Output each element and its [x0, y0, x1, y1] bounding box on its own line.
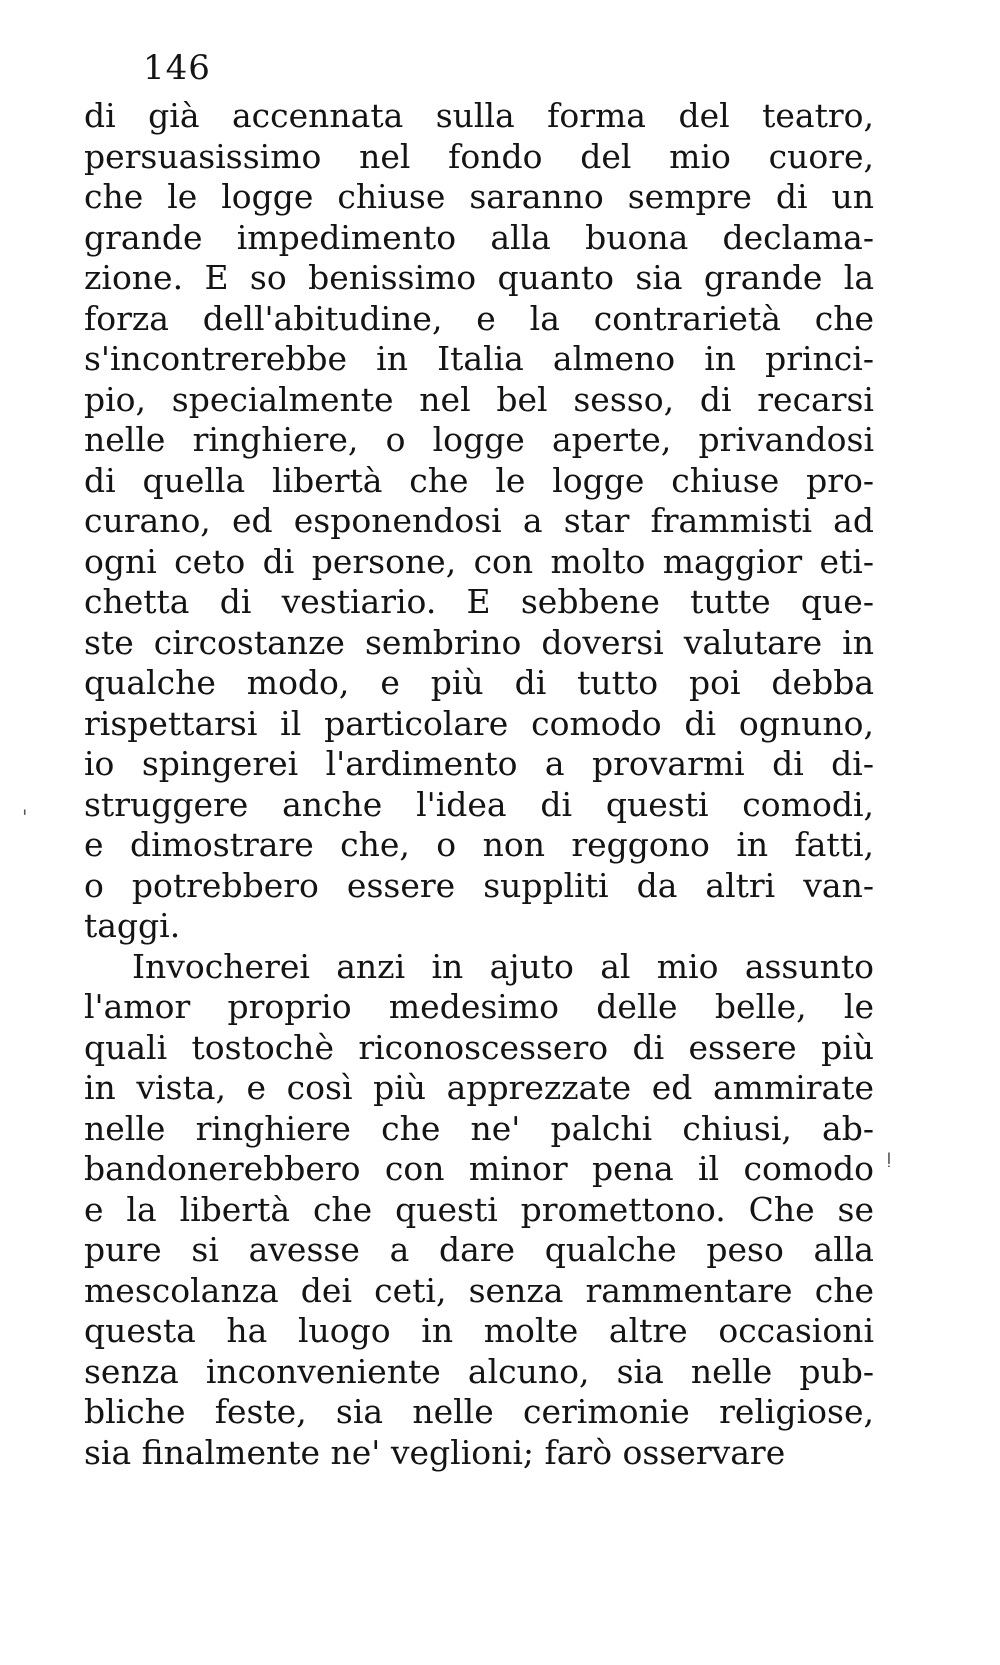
text-line: curano, ed esponendosi a star frammisti ad [84, 501, 874, 540]
text-line: bliche feste, sia nelle cerimonie religiose, [84, 1392, 874, 1431]
text-line: che le logge chiuse saranno sempre di un [84, 177, 874, 216]
text-line: ogni ceto di persone, con molto maggior eti- [84, 541, 874, 581]
body-text [84, 96, 874, 1473]
text-line: io spingerei l'ardimento a provarmi di di- [84, 744, 874, 783]
text-line: rispettarsi il particolare comodo di ognuno, [84, 703, 874, 743]
text-line: quali tostochè riconoscessero di essere più [84, 1027, 874, 1067]
text-line: e la libertà che questi promettono. Che se [84, 1189, 874, 1229]
text-line: ste circostanze sembrino doversi valutare in [84, 622, 874, 662]
text-line: nelle ringhiere che ne' palchi chiusi, ab- [84, 1108, 874, 1148]
text-line: grande impedimento alla buona declama- [84, 217, 874, 257]
text-line: persuasissimo nel fondo del mio cuore, [84, 136, 874, 176]
page-number: 146 [143, 48, 211, 88]
text-line: pio, specialmente nel bel sesso, di recarsi [84, 379, 874, 419]
text-line: nelle ringhiere, o logge aperte, privandosi [84, 420, 874, 459]
text-line: questa ha luogo in molte altre occasioni [84, 1311, 874, 1350]
text-line: di quella libertà che le logge chiuse pro- [84, 460, 874, 500]
text-line: taggi. [84, 906, 181, 945]
text-line: zione. E so benissimo quanto sia grande la [84, 258, 874, 297]
text-line: di già accennata sulla forma del teatro, [84, 96, 874, 135]
margin-speck: ' [22, 805, 28, 829]
text-line: bandonerebbero con minor pena il comodo [84, 1149, 874, 1188]
text-line: forza dell'abitudine, e la contrarietà che [84, 298, 874, 338]
text-line: o potrebbero essere suppliti da altri van- [84, 865, 874, 905]
text-line: sia finalmente ne' veglioni; farò osservare [84, 1432, 786, 1472]
text-line: in vista, e così più apprezzate ed ammirate [84, 1068, 874, 1107]
text-line: senza inconveniente alcuno, sia nelle pub- [84, 1351, 874, 1391]
text-line: pure si avesse a dare qualche peso alla [84, 1230, 874, 1269]
text-line: qualche modo, e più di tutto poi debba [84, 663, 874, 702]
paragraph-1 [84, 96, 874, 947]
text-line: Invocherei anzi in ajuto al mio assunto [132, 946, 874, 986]
text-line: struggere anche l'idea di questi comodi, [84, 784, 874, 824]
text-line: chetta di vestiario. E sebbene tutte que- [84, 582, 874, 621]
text-line: e dimostrare che, o non reggono in fatti, [84, 825, 874, 864]
text-line: mescolanza dei ceti, senza rammentare che [84, 1270, 874, 1310]
text-line: s'incontrerebbe in Italia almeno in princi- [84, 339, 874, 378]
margin-speck: ǃ [886, 1148, 892, 1172]
paragraph-2 [84, 947, 874, 1474]
text-line: l'amor proprio medesimo delle belle, le [84, 987, 874, 1026]
